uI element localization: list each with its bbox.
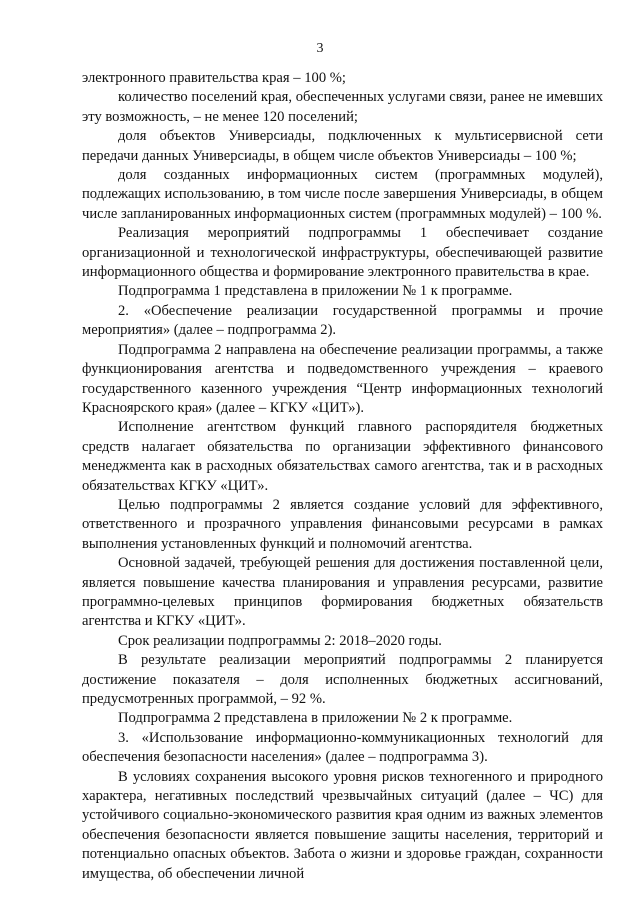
paragraph-9: Исполнение агентством функций главного распорядителя бюджетных средств налагает обязательства по организации эффективного финансового менеджмента как в расходных обязательствах самого агентства, так и в расходных обязательствах КГКУ «ЦИТ». bbox=[82, 419, 603, 494]
paragraph-1: электронного правительства края – 100 %; bbox=[82, 70, 346, 86]
paragraph-16: В условиях сохранения высокого уровня рисков техногенного и природного характера, негативных последствий чрезвычайных ситуаций (далее – ЧС) для устойчивого социально-экономического развития края одним из важных элементов обеспечения безопасности является повышение защиты населения, территорий и потенциально опасных объектов. Забота о жизни и здоровье граждан, сохранности имущества, об обеспечении личной bbox=[82, 768, 603, 882]
paragraph-6: Подпрограмма 1 представлена в приложении № 1 к программе. bbox=[118, 283, 513, 300]
page-number: 3 bbox=[316, 41, 324, 56]
paragraph-4: доля созданных информационных систем (программных модулей), подлежащих использованию, в том числе после завершения Универсиады, в общем числе запланированных информационных систем (программных модулей) – 100 %. bbox=[82, 167, 603, 222]
paragraph-7: 2. «Обеспечение реализации государственной программы и прочие мероприятия» (далее – подпрограмма 2). bbox=[82, 302, 603, 339]
paragraph-2: количество поселений края, обеспеченных услугами связи, ранее не имевших эту возможность, – не менее 120 поселений; bbox=[82, 89, 603, 125]
paragraph-14: Подпрограмма 2 представлена в приложении № 2 к программе. bbox=[118, 710, 513, 727]
paragraph-3: доля объектов Универсиады, подключенных к мультисервисной сети передачи данных Универсиады, в общем числе объектов Универсиады – 100 %; bbox=[82, 128, 603, 164]
paragraph-10: Целью подпрограммы 2 является создание условий для эффективного, ответственного и прозрачного управления финансовыми ресурсами в рамках выполнения установленных функций и полномочий агентства. bbox=[82, 496, 603, 552]
paragraph-5: Реализация мероприятий подпрограммы 1 обеспечивает создание организационной и технологической инфраструктуры, обеспечивающей развитие информационного общества и формирование электронного правительства в крае. bbox=[82, 225, 603, 281]
paragraph-15: 3. «Использование информационно-коммуникационных технологий для обеспечения безопасности населения» (далее – подпрограмма 3). bbox=[82, 729, 603, 766]
paragraph-11: Основной задачей, требующей решения для достижения поставленной цели, является повышение качества планирования и управления ресурсами, развитие программно-целевых принципов формирования бюджетных обязательств агентства и КГКУ «ЦИТ». bbox=[82, 555, 603, 630]
paragraph-13: В результате реализации мероприятий подпрограммы 2 планируется достижение показателя – доля исполненных бюджетных ассигнований, предусмотренных программой, – 92 %. bbox=[82, 652, 603, 707]
page-body bbox=[82, 69, 603, 884]
paragraph-12: Срок реализации подпрограммы 2: 2018–2020 годы. bbox=[118, 632, 442, 649]
paragraph-8: Подпрограмма 2 направлена на обеспечение реализации программы, а также функционирования агентства и подведомственного учреждения – краевого государственного казенного учреждения “Центр информационных технологий Красноярского края» (далее – КГКУ «ЦИТ»). bbox=[82, 341, 603, 416]
